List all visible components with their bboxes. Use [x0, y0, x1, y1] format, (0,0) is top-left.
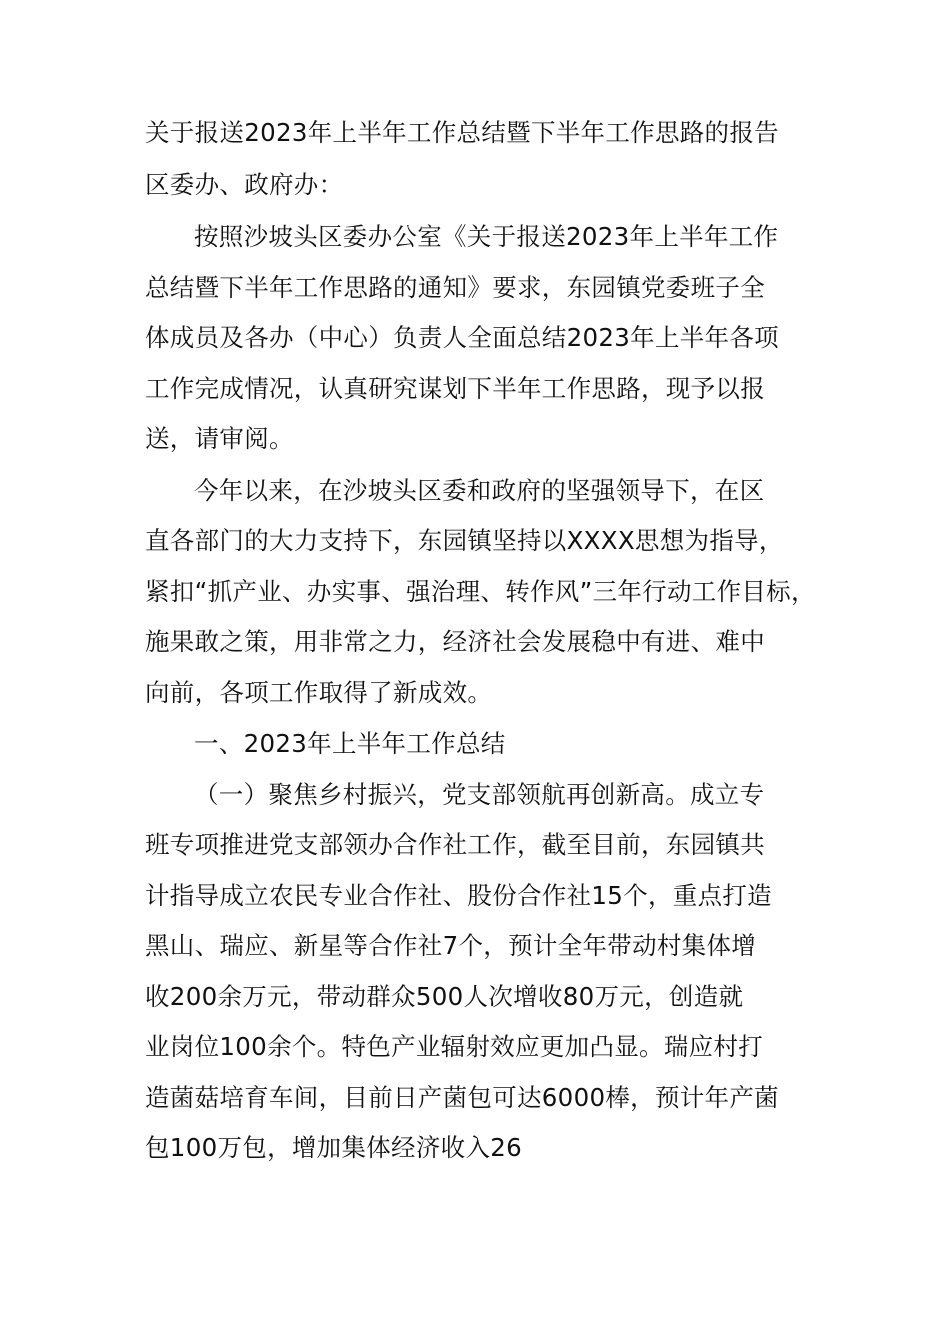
paragraph-line: 黑山、瑞应、新星等合作社7个，预计全年带动村集体增 — [145, 931, 757, 960]
paragraph-line: 业岗位100余个。特色产业辐射效应更加凸显。瑞应村打 — [145, 1032, 764, 1061]
paragraph-line: 体成员及各办（中心）负责人全面总结2023年上半年各项 — [145, 323, 779, 352]
salutation: 区委办、政府办： — [145, 170, 344, 199]
paragraph-line: 今年以来，在沙坡头区委和政府的坚强领导下，在区 — [194, 476, 765, 505]
paragraph-line: 紧扣“抓产业、办实事、强治理、转作风”三年行动工作目标， — [145, 577, 816, 606]
paragraph-line: 总结暨下半年工作思路的通知》要求，东园镇党委班子全 — [145, 273, 765, 302]
paragraph-line: 施果敢之策，用非常之力，经济社会发展稳中有进、难中 — [145, 627, 765, 656]
paragraph-line: 班专项推进党支部领办合作社工作，截至目前，东园镇共 — [145, 830, 765, 859]
paragraph-line: 造菌菇培育车间，目前日产菌包可达6000棒，预计年产菌 — [145, 1083, 779, 1112]
paragraph-line: 工作完成情况，认真研究谋划下半年工作思路，现予以报 — [145, 374, 765, 403]
section-heading: 一、2023年上半年工作总结 — [194, 729, 506, 758]
document-title: 关于报送2023年上半年工作总结暨下半年工作思路的报告 — [145, 118, 779, 147]
paragraph-line: 计指导成立农民专业合作社、股份合作社15个，重点打造 — [145, 881, 772, 910]
paragraph-line: 向前，各项工作取得了新成效。 — [145, 678, 493, 707]
paragraph-line: 收200余万元，带动群众500人次增收80万元，创造就 — [145, 982, 744, 1011]
paragraph-line: 包100万包，增加集体经济收入26 — [145, 1133, 523, 1162]
paragraph-line: 按照沙坡头区委办公室《关于报送2023年上半年工作 — [194, 222, 779, 251]
paragraph-line: 送，请审阅。 — [145, 424, 294, 453]
paragraph-line: 直各部门的大力支持下，东园镇坚持以XXXX思想为指导， — [145, 526, 784, 555]
paragraph-line: （一）聚焦乡村振兴，党支部领航再创新高。成立专 — [194, 780, 765, 809]
